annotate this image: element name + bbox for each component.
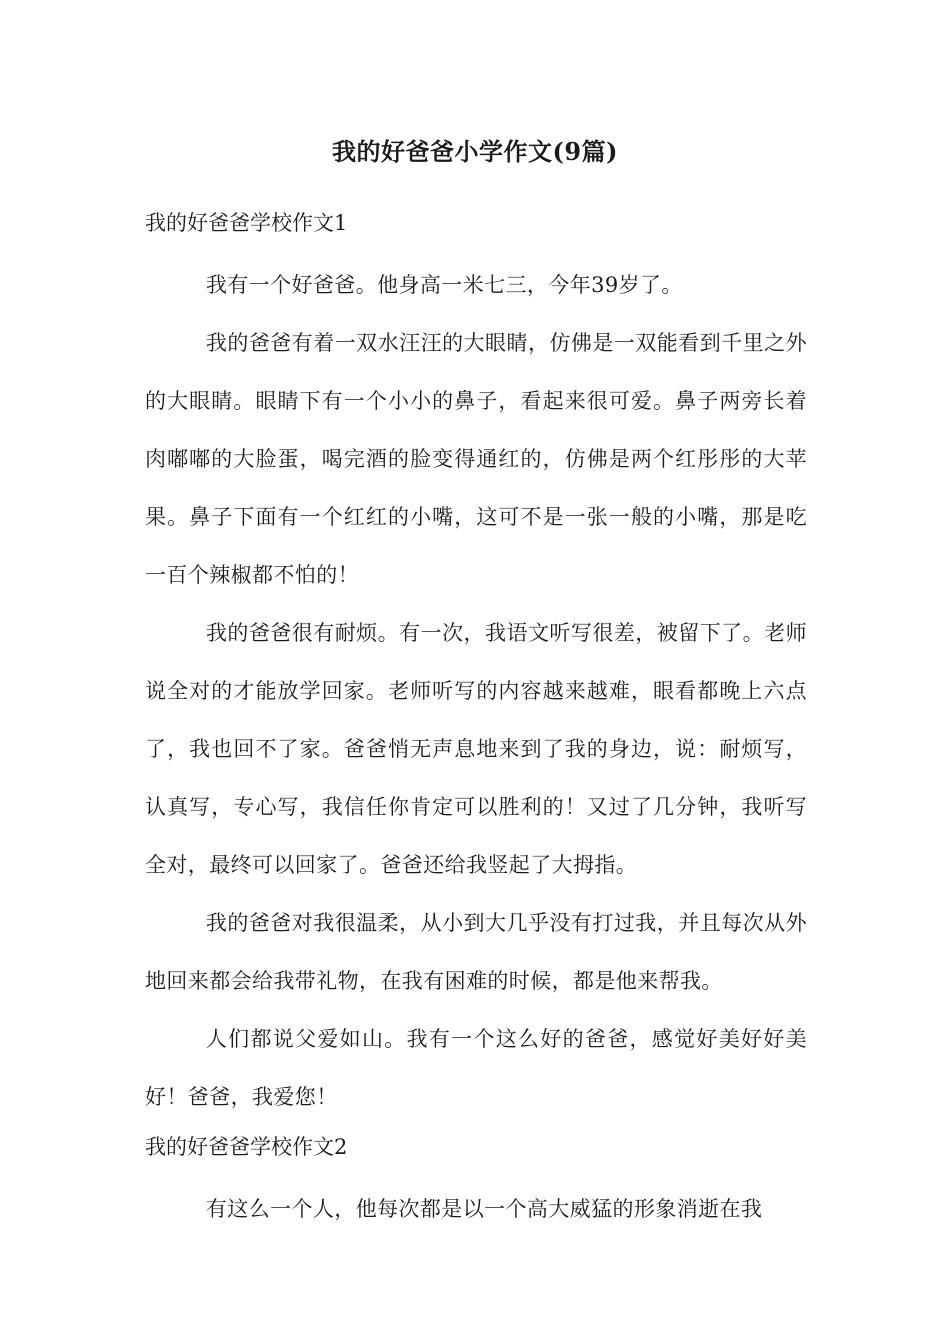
paragraph: 我有一个好爸爸。他身高一米七三，今年39岁了。 [205, 273, 683, 297]
section-heading-2: 我的好爸爸学校作文2 [145, 1135, 348, 1159]
paragraph: 有这么一个人，他每次都是以一个高大威猛的形象消逝在我 [205, 1197, 763, 1221]
document-body [145, 204, 807, 1238]
paragraph: 我的爸爸很有耐烦。有一次，我语文听写很差，被留下了。老师说全对的才能放学回家。老师听写的内容越来越难，眼看都晚上六点了，我也回不了家。爸爸悄无声息地来到了我的身边，说：耐烦写，认真写，专心写，我信任你肯定可以胜利的！又过了几分钟，我听写全对，最终可以回家了。爸爸还给我竖起了大拇指。 [145, 621, 807, 877]
paragraph: 人们都说父爱如山。我有一个这么好的爸爸，感觉好美好好美好！爸爸，我爱您！ [145, 1027, 807, 1109]
document-title: 我的好爸爸小学作文(9篇) [332, 137, 618, 166]
paragraph: 我的爸爸对我很温柔，从小到大几乎没有打过我，并且每次从外地回来都会给我带礼物，在我有困难的时候，都是他来帮我。 [145, 911, 807, 993]
section-heading-1: 我的好爸爸学校作文1 [145, 211, 348, 235]
paragraph: 我的爸爸有着一双水汪汪的大眼睛，仿佛是一双能看到千里之外的大眼睛。眼睛下有一个小小的鼻子，看起来很可爱。鼻子两旁长着肉嘟嘟的大脸蛋，喝完酒的脸变得通红的，仿佛是两个红彤彤的大苹果。鼻子下面有一个红红的小嘴，这可不是一张一般的小嘴，那是吃一百个辣椒都不怕的！ [145, 331, 807, 587]
